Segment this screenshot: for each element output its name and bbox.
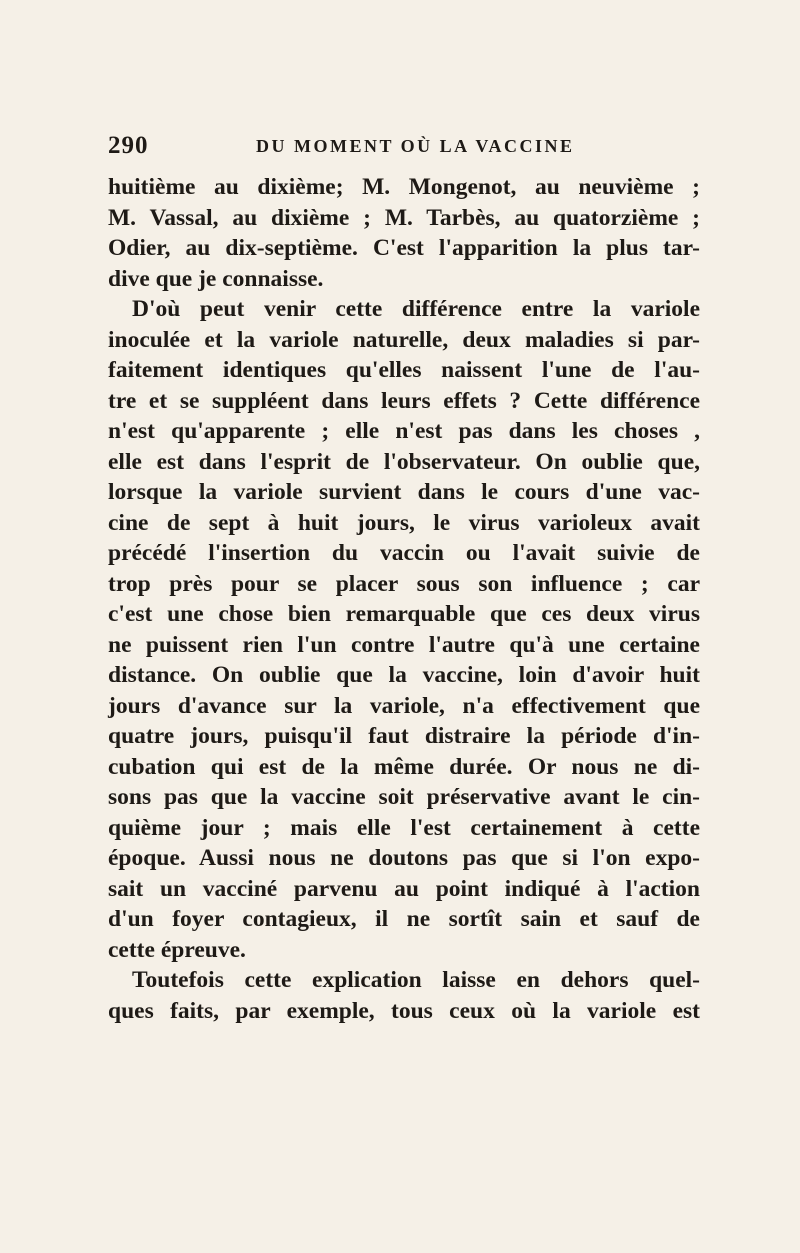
- text-line: cubation qui est de la même durée. Or nous ne di-: [108, 753, 700, 780]
- text-line: jours d'avance sur la variole, n'a effectivement que: [108, 692, 700, 719]
- body-text: [108, 172, 700, 1026]
- text-line: sons pas que la vaccine soit préservative avant le cin-: [108, 784, 700, 810]
- page-header: [108, 132, 708, 162]
- text-line: inoculée et la variole naturelle, deux maladies si par-: [108, 326, 700, 353]
- text-line: trop près pour se placer sous son influence ; car: [108, 570, 700, 597]
- text-line: d'un foyer contagieux, il ne sortît sain et sauf de: [108, 906, 700, 932]
- text-line: elle est dans l'esprit de l'observateur. On oublie que,: [108, 448, 700, 475]
- text-line: huitième au dixième; M. Mongenot, au neuvième ;: [108, 174, 700, 200]
- text-line: Odier, au dix-septième. C'est l'apparition la plus tar-: [108, 235, 700, 261]
- text-line: lorsque la variole survient dans le cours d'une vac-: [108, 479, 700, 505]
- text-line: époque. Aussi nous ne doutons pas que si l'on expo-: [108, 845, 700, 871]
- text-line: n'est qu'apparente ; elle n'est pas dans les choses ,: [108, 418, 700, 444]
- running-head: DU MOMENT OÙ LA VACCINE: [256, 136, 575, 156]
- text-line: quième jour ; mais elle l'est certainement à cette: [108, 814, 700, 841]
- text-line: quatre jours, puisqu'il faut distraire la période d'in-: [108, 723, 700, 749]
- text-line: sait un vacciné parvenu au point indiqué à l'action: [108, 875, 700, 902]
- text-line: dive que je connaisse.: [108, 265, 324, 292]
- text-line: précédé l'insertion du vaccin ou l'avait suivie de: [108, 540, 700, 566]
- text-line: tre et se suppléent dans leurs effets ? Cette différence: [108, 387, 700, 414]
- text-line: cette épreuve.: [108, 936, 246, 963]
- page-number: 290: [108, 132, 149, 159]
- text-line: ne puissent rien l'un contre l'autre qu'à une certaine: [108, 631, 700, 658]
- text-line: c'est une chose bien remarquable que ces deux virus: [108, 601, 700, 627]
- text-line: faitement identiques qu'elles naissent l'une de l'au-: [108, 357, 700, 383]
- text-line: D'où peut venir cette différence entre la variole: [132, 296, 700, 322]
- text-line: distance. On oublie que la vaccine, loin d'avoir huit: [108, 662, 700, 688]
- text-line: cine de sept à huit jours, le virus varioleux avait: [108, 509, 700, 536]
- text-line: M. Vassal, au dixième ; M. Tarbès, au quatorzième ;: [108, 204, 700, 231]
- text-line: ques faits, par exemple, tous ceux où la variole est: [108, 997, 700, 1024]
- text-line: Toutefois cette explication laisse en dehors quel-: [132, 967, 700, 993]
